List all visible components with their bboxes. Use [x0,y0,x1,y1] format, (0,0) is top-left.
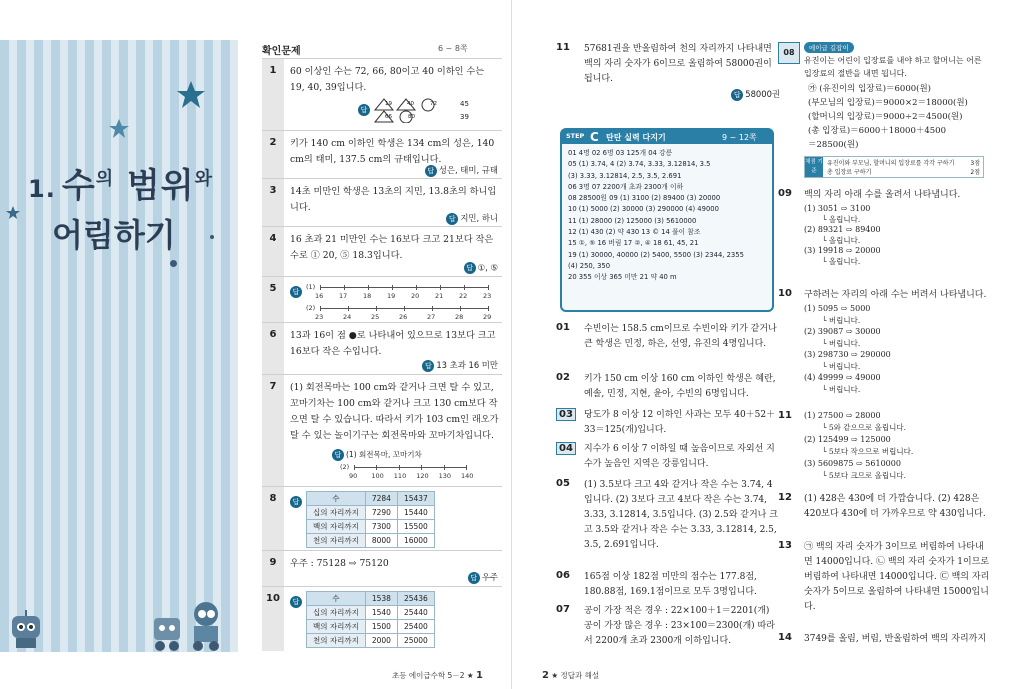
list-item: └ 올립니다. [822,235,861,245]
problem-number: 10 [262,587,284,651]
answer [290,164,498,177]
title-sup: 의 [95,168,115,190]
summary-line: 01 4명 02 6명 03 125개 04 강릉 [568,149,673,157]
grade-item: 총 입장료 구하기 [827,169,872,176]
number-line-2 [315,304,492,324]
shape-value: 80 [408,114,415,120]
answer-badge: 답 [358,104,370,116]
table-cell: 백의 자리까지 [307,620,366,634]
page-footer: 2 ★ 정답과 해설 [542,670,600,681]
list-item: (3) 298730 ⇨ 290000 [804,350,891,359]
tick-mark [376,306,377,311]
problem-number: 7 [262,375,284,487]
answer [290,281,304,300]
table-cell: 2000 [365,634,397,648]
list-item: (1) 3051 ⇨ 3100 [804,204,871,213]
grade-points: 3점 [970,160,980,167]
problem-number: 2 [262,131,284,179]
table-cell: 25400 [397,620,434,634]
table-cell: 7290 [365,506,397,520]
summary-line: (4) 250, 350 [568,261,611,270]
table-row [307,520,435,534]
solution-number: 07 [556,604,570,615]
tick-mark [466,465,467,470]
answer-badge: 답 [290,596,302,608]
solution-row [556,42,780,102]
answer-text: 13 초과 16 미만 [436,360,498,370]
answer [290,491,304,510]
footer-text: 정답과 해설 [560,671,600,680]
tick-mark [320,306,321,311]
shape-value: 72 [430,101,437,107]
list-item: (1) 27500 ⇨ 28000 [804,411,881,420]
tick-mark [416,285,417,290]
problem-row [262,58,502,131]
tick-mark [368,285,369,290]
solution-number: 03 [556,408,576,421]
grading-box [804,156,984,178]
table-cell: 1540 [365,606,397,620]
solution-text: 3749를 올림, 버림, 반올림하여 백의 자리까지 [804,634,987,644]
list-item: └ 버립니다. [822,315,861,325]
footer-text: 초등 에이급수학 5－2 [392,671,465,680]
tick-label: 19 [387,292,396,300]
list-item: └ 버립니다. [822,361,861,371]
chapter-title [28,158,213,207]
table-row [307,506,435,520]
solution-text: 유진이는 어린이 입장료를 내야 하고 할머니는 어른 입장료의 절반을 내면 됩니다. [804,56,982,78]
summary-line: (3) 3.33, 3.12814, 2.5, 3.5, 2.691 [568,171,682,180]
solution-text: 구하려는 자리의 아래 수는 버려서 나타냅니다. [804,290,987,300]
page-divider [511,0,512,689]
solution-row [778,188,988,280]
answer-text: 성은, 태미, 규태 [438,165,498,175]
tick-mark [399,465,400,470]
solution-row [556,478,776,568]
problem-text: (1) 회전목마는 100 cm와 같거나 크면 탈 수 있고, 꼬마기차는 100 cm와 같거나 크고 130 cm보다 작으면 탈 수 있습니다. 따라서 키가 103 cm인 래오가 탈 수 있는 놀이기구는 회전목마와 꼬마기차입니다. [290,382,499,441]
problem-row [262,486,502,551]
list-item: └ 버립니다. [822,338,861,348]
answer-badge: 답 [290,286,302,298]
answer-text: ①, ⑤ [477,262,498,273]
table-row [307,534,435,548]
answer [290,571,498,584]
table-cell: 8000 [365,534,397,548]
tick-mark [320,285,321,290]
solution-text: (1) 3.5보다 크고 4와 같거나 작은 수는 3.74, 4입니다. (2) 3보다 크고 4보다 작은 수는 3.74, 3.33, 3.12814, 3.5입니다. (3) 2.5와 같거나 크고 3.5와 같거나 작은 수는 3.33, 3.12814, 2.5, 3.5, 2.691입니다. [584,480,778,550]
answer-text: (1) 회전목마, 꼬마기차 [346,450,422,459]
tick-mark [432,306,433,311]
list-item: (4) 49999 ⇨ 49000 [804,373,881,382]
problem-row [262,374,502,487]
answer-badge: 답 [332,449,344,461]
table-cell: 16000 [397,534,434,548]
page-range: 6 ~ 8쪽 [438,44,468,53]
problem-row [262,130,502,179]
problem-row [262,226,502,277]
answer-summary-box [560,128,774,312]
table-cell: 수 [307,492,366,506]
problem-row [262,322,502,375]
problem-number: 1 [262,59,284,131]
tick-label: 24 [343,313,352,321]
answer-badge: 답 [425,165,437,177]
table-row [307,492,435,506]
tick-mark [488,285,489,290]
answer-text: 우주 [481,572,498,582]
solution-row [556,408,776,440]
axis-line [354,467,466,468]
tick-label: 110 [393,472,407,480]
step-letter: C [590,130,599,144]
problem-row [262,550,502,587]
answer-badge: 답 [731,89,743,101]
answer [290,359,498,372]
answer [332,449,422,461]
problem-text: 14초 미만인 학생은 13초의 지민, 13.8초의 하니입니다. [290,186,497,213]
problem-text: 16 초과 21 미만인 수는 16보다 크고 21보다 작은 수로 ① 20, ⑤ 18.3입니다. [290,234,494,261]
shape-value: 45 [460,100,469,108]
list-item: ㉮ (유진이의 입장료)＝6000(원) [808,84,931,94]
problem-text: 60 이상인 수는 72, 66, 80이고 40 이하인 수는 19, 40, 39입니다. [290,66,485,93]
summary-line: 10 (1) 5000 (2) 30000 (3) 290000 (4) 49000 [568,205,719,214]
solution-number: 10 [778,288,792,299]
table-cell: 1538 [365,592,397,606]
tick-mark [376,465,377,470]
answer [290,591,304,610]
table-cell: 15437 [397,492,434,506]
answer-text: 58000권 [745,89,780,99]
answer-badge: 답 [290,496,302,508]
shape-value: 66 [385,114,392,120]
summary-line: 06 3명 07 2200개 초과 2300개 이하 [568,182,684,191]
list-item: (3) 19918 ⇨ 20000 [804,246,881,255]
solution-list [804,204,990,267]
table-cell: 수 [307,592,366,606]
list-item: (1) 5095 ⇨ 5000 [804,304,871,313]
table-cell: 7284 [365,492,397,506]
list-item: (2) 125499 ⇨ 125000 [804,435,891,444]
tick-label: 23 [483,292,492,300]
solution-text: 당도가 8 이상 12 이하인 사과는 모두 40＋52＋33＝125(개)입니다. [584,410,776,435]
solution-number: 09 [778,188,792,199]
summary-line: 12 (1) 430 (2) 약 430 13 © 14 풀이 참조 [568,228,701,237]
title-part: 범위 [126,166,195,206]
solution-number: 05 [556,478,570,489]
solution-row [556,442,776,474]
problem-text: 키가 140 cm 이하인 학생은 134 cm의 성은, 140 cm의 태미, 137.5 cm의 규태입니다. [290,138,495,165]
page-number: 1 [476,670,483,681]
robot-group-icon [150,600,230,652]
answer-badge: 답 [446,213,458,225]
tick-mark [444,465,445,470]
solution-text: 백의 자리 아래 수를 올려서 나타냅니다. [804,190,961,200]
label: (2) [340,463,350,471]
tick-label: 100 [371,472,384,480]
problem-number: 5 [262,277,284,323]
solution-number: 04 [556,442,576,455]
problem-row [262,178,502,227]
step-label: STEP [566,132,585,140]
hint-tag: 에이급 길잡이 [804,42,854,53]
tick-mark [354,465,355,470]
solution-row [556,322,776,368]
tick-label: 22 [459,292,468,300]
list-item: (총 입장료)＝6000＋18000＋4500 [808,126,946,136]
label: (1) [306,283,316,291]
grade-label: 채점 기준 [805,157,823,177]
tick-label: 27 [427,313,436,321]
tick-mark [348,306,349,311]
tick-mark [392,285,393,290]
problem-number: 4 [262,227,284,277]
solution-row [778,288,988,410]
answer-shapes [358,97,494,123]
page-footer: 초등 에이급수학 5－2 ★ 1 [392,670,483,681]
tick-label: 25 [371,313,380,321]
table-cell: 1500 [365,620,397,634]
number-line-1 [315,283,492,303]
number-line-3 [349,463,474,483]
table-cell: 15440 [397,506,434,520]
solution-text: 57681권을 반올림하여 천의 자리까지 나타내면 백의 자리 숫자가 6이므로 올림하여 58000권이 됩니다. [584,44,772,84]
table-row [307,606,435,620]
tick-label: 28 [455,313,464,321]
shape-value: 19 [385,101,392,107]
solution-number: 01 [556,322,570,333]
tick-label: 90 [349,472,358,480]
tick-label: 23 [315,313,324,321]
grade-points: 2점 [970,169,980,176]
table-cell: 7300 [365,520,397,534]
list-item: (2) 89321 ⇨ 89400 [804,225,881,234]
table-cell: 천의 자리까지 [307,534,366,548]
table-cell: 백의 자리까지 [307,520,366,534]
tick-label: 130 [438,472,452,480]
answer [290,212,498,225]
problem-text: 우주 : 75128 ⇨ 75120 [290,558,389,569]
summary-header [562,130,772,144]
list-item: └ 5보다 크므로 올립니다. [822,471,907,480]
answer-text: 지민, 하니 [460,213,498,223]
problem-number: 6 [262,323,284,375]
solution-number: 12 [778,492,792,503]
step-range: 9 ~ 12쪽 [722,133,757,142]
solution-number: 11 [556,42,570,53]
dot-decoration [210,235,214,239]
summary-line: 11 (1) 28000 (2) 125000 (3) 5610000 [568,216,697,225]
calculation [808,82,988,152]
solution-row [556,372,776,404]
shape-value: 39 [460,113,469,121]
tick-mark [460,306,461,311]
answer-badge: 답 [422,360,434,372]
table-row [307,620,435,634]
solution-row [778,540,988,628]
table-cell: 25000 [397,634,434,648]
list-item: └ 올립니다. [822,214,861,224]
list-item: (3) 5609875 ⇨ 5610000 [804,459,901,468]
solution-text: (1) 428은 430에 더 가깝습니다. (2) 428은 420보다 430에 더 가까우므로 약 430입니다. [804,494,986,519]
shape-value: 40 [407,101,414,107]
tick-label: 26 [399,313,408,321]
tick-label: 20 [411,292,420,300]
rounding-table [306,491,435,548]
summary-line: 08 28500원 09 (1) 3100 (2) 89400 (3) 20000 [568,194,721,203]
tick-mark [421,465,422,470]
list-item: └ 5보다 작으므로 버립니다. [822,447,914,456]
solution-number: 13 [778,540,792,551]
grade-item: 유진이와 부모님, 할머니의 입장료를 각각 구하기 [827,160,955,167]
table-row [307,592,435,606]
problem-row [262,276,502,323]
tick-mark [488,306,489,311]
star-icon [176,80,206,110]
table-cell: 십의 자리까지 [307,606,366,620]
list-item: └ 5와 같으므로 올립니다. [822,423,907,432]
robot-icon [6,608,46,652]
tick-label: 140 [461,472,474,480]
solution-text: 165점 이상 182점 미만의 점수는 177.8점, 180.88점, 169.1점이므로 모두 3명입니다. [584,572,757,597]
solution-text: 수빈이는 158.5 cm이므로 수빈이와 키가 같거나 큰 학생은 민정, 하은, 선영, 유진의 4명입니다. [584,324,777,349]
summary-line: 15 ①, ⑤ 16 버림 17 ②, ④ 18 61, 45, 21 [568,239,699,248]
table-row [307,634,435,648]
solution-row [556,570,776,602]
section-heading: 확인문제 [262,46,301,57]
table-cell: 천의 자리까지 [307,634,366,648]
summary-line: 20 355 이상 365 미만 21 약 40 m [568,273,677,282]
table-cell: 25436 [397,592,434,606]
chapter-cover [0,40,238,652]
table-cell: 십의 자리까지 [307,506,366,520]
solution-number: 14 [778,632,792,643]
table-cell: 25440 [397,606,434,620]
tick-mark [464,285,465,290]
tick-label: 29 [483,313,492,321]
rounding-table [306,591,435,648]
title-part: 수 [61,166,96,206]
tick-label: 21 [435,292,444,300]
list-item: └ 버립니다. [822,384,861,394]
dot-decoration [170,260,177,267]
solution-list [804,303,990,395]
step-title: 탄탄 실력 다지기 [606,133,666,142]
star-icon [108,118,130,140]
solution-row [778,492,988,536]
solution-text: 키가 150 cm 이상 160 cm 이하인 학생은 혜란, 예솔, 민정, 지현, 윤아, 수빈의 6명입니다. [584,374,776,399]
answer [584,88,780,101]
star-icon [6,206,20,220]
solution-row [778,410,988,488]
problem-text: 13과 16이 점 ●로 나타내어 있으므로 13보다 크고 16보다 작은 수입니다. [290,330,496,357]
tick-label: 16 [315,292,324,300]
list-item: └ 올립니다. [822,256,861,266]
solution-number: 02 [556,372,570,383]
answer-badge: 답 [468,572,480,584]
summary-line: 05 (1) 3.74, 4 (2) 3.74, 3.33, 3.12814, 3.5 [568,160,711,169]
tick-label: 120 [416,472,429,480]
table-cell: 15500 [397,520,434,534]
label: (2) [306,304,316,312]
solution-number: 06 [556,570,570,581]
solution-row [556,604,776,654]
tick-label: 17 [339,292,348,300]
problem-row [262,586,502,651]
tick-mark [440,285,441,290]
solution-number: 11 [778,410,792,421]
problem-number: 8 [262,487,284,551]
tick-mark [344,285,345,290]
summary-line: 19 (1) 30000, 40000 (2) 5400, 5500 (3) 2344, 2355 [568,250,744,259]
axis-line [320,287,488,288]
solution-row [778,632,988,652]
solution-text: 공이 가장 적은 경우 : 22×100＋1＝2201(개) 공이 가장 많은 경우 : 23×100＝2300(개) 따라서 2200개 초과 2300개 이하입니다. [584,606,775,646]
title-sup: 와 [194,168,214,190]
solution-list [804,410,990,482]
tick-mark [404,306,405,311]
problem-number: 9 [262,551,284,587]
page-number: 2 [542,670,549,681]
solution-number: 08 [778,42,800,64]
answer [290,262,498,274]
solution-text: 지수가 6 이상 7 이하일 때 높음이므로 자외선 지수가 높음인 지역은 강릉입니다. [584,444,775,469]
answer-badge: 답 [464,262,476,274]
summary-answers [568,148,768,284]
list-item: (할머니의 입장료)＝9000÷2＝4500(원) [808,112,963,122]
list-item: (부모님의 입장료)＝9000×2＝18000(원) [808,98,968,108]
list-item: (2) 39087 ⇨ 30000 [804,327,881,336]
chapter-title-line2: 어림하기 [52,216,176,254]
problem-number: 3 [262,179,284,227]
solution-text: ㉠ 백의 자리 숫자가 3이므로 버림하여 나타내면 14000입니다. ㉡ 백의 자리 숫자가 1이므로 버림하여 나타내면 14000입니다. ㉢ 백의 자리 숫자가 5이므로 올림하여 나타내면 15000입니다. [804,542,990,612]
list-item: ＝28500(원) [808,140,859,150]
tick-label: 18 [363,292,372,300]
chapter-number: 1. [28,175,56,203]
